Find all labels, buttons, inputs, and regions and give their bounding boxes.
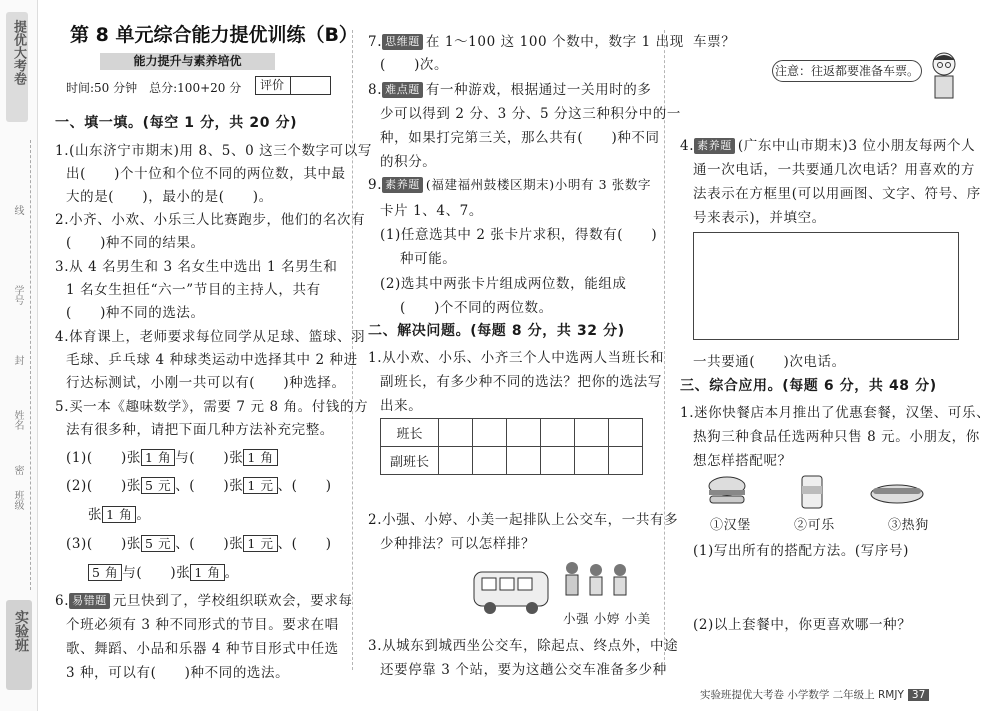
payment-row: (1)( )张 1 角 与( )张 1 角 xyxy=(66,446,278,466)
hotdog-icon xyxy=(871,485,923,503)
strip-label: 线 xyxy=(12,205,23,215)
strip-label: 学号 xyxy=(12,285,23,305)
row-header: 班长 xyxy=(381,419,439,447)
tag-badge: 思维题 xyxy=(382,34,423,50)
question-line: 2.小强、小婷、小美一起排队上公交车，一共有多 xyxy=(368,512,679,528)
table-row xyxy=(381,447,643,475)
row-header: 副班长 xyxy=(381,447,439,475)
illustration-caption: 小强 小婷 小美 xyxy=(563,611,651,626)
question-line: 号来表示)，并填空。 xyxy=(693,210,826,226)
question-line: 少种排法？可以怎样排？ xyxy=(380,536,536,552)
strip-label: 密 xyxy=(12,465,23,475)
question-line: ( )种不同的结果。 xyxy=(66,235,205,251)
question-line: 4.体育课上，老师要求每位同学从足球、篮球、羽 xyxy=(55,329,366,345)
section-heading: 一、填一填。(每空 1 分，共 20 分) xyxy=(55,115,298,131)
question-line: 4. 素养题 (广东中山市期末)3 位小朋友每两个人 xyxy=(680,138,976,154)
question-line: 的积分。 xyxy=(380,154,437,170)
food-label: ①汉堡 xyxy=(710,518,751,533)
question-line: 3.从城东到城西坐公交车，除起点、终点外，中途 xyxy=(368,638,679,654)
question-line: (1)写出所有的搭配方法。(写序号) xyxy=(693,543,909,559)
food-illustrations xyxy=(702,472,952,512)
question-line: 1.迷你快餐店本月推出了优惠套餐，汉堡、可乐、 xyxy=(680,405,991,421)
section-heading: 二、解决问题。(每题 8 分，共 32 分) xyxy=(368,323,625,339)
question-line: 行达标测试，小刚一共可以有( )种选择。 xyxy=(66,375,346,391)
time-score-info: 时间:50 分钟 总分:100+20 分 xyxy=(66,81,242,95)
answer-table xyxy=(380,418,643,475)
page-footer: 实验班提优大考卷 小学数学 二年级上 RMJY 37 xyxy=(700,687,929,702)
question-line: ( )次。 xyxy=(380,57,449,73)
question-line: ( )种不同的选法。 xyxy=(66,305,205,321)
food-label: ②可乐 xyxy=(794,518,835,533)
boy-illustration xyxy=(926,50,962,100)
question-line: 歌、舞蹈、小品和乐器 4 种节目形式中任选 xyxy=(66,641,339,657)
payment-row: 张 1 角 。 xyxy=(88,507,151,523)
column-divider xyxy=(664,30,665,670)
cola-icon xyxy=(802,476,822,508)
question-line: (1)任意选其中 2 张卡片求积，得数有( ) xyxy=(380,227,658,243)
question-line: 9. 素养题 (福建福州鼓楼区期末)小明有 3 张数字 xyxy=(368,177,652,193)
question-line: 热狗三种食品任选两种只售 8 元。小朋友，你 xyxy=(693,429,980,445)
question-line: ( )个不同的两位数。 xyxy=(400,300,553,316)
question-line: 种，如果打完第三关，那么共有( )种不同 xyxy=(380,130,660,146)
food-label: ③热狗 xyxy=(888,518,929,533)
question-line: 通一次电话，一共要通几次电话？用喜欢的方 xyxy=(693,162,975,178)
drawing-area[interactable] xyxy=(693,232,959,340)
tag-badge: 易错题 xyxy=(69,593,110,609)
brand-label: 提优大考卷 xyxy=(6,12,28,122)
question-line: (2)选其中两张卡片组成两位数，能组成 xyxy=(380,276,627,292)
question-line: 1.(山东济宁市期末)用 8、5、0 这三个数字可以写 xyxy=(55,143,372,159)
question-line: 3.从 4 名男生和 3 名女生中选出 1 名男生和 xyxy=(55,259,338,275)
question-line: 2.小齐、小欢、小乐三人比赛跑步，他们的名次有 xyxy=(55,212,366,228)
question-line: 一共要通( )次电话。 xyxy=(693,354,846,370)
payment-row: (2)( )张 5 元 、( )张 1 元 、( ) xyxy=(66,478,332,494)
question-line: 5.买一本《趣味数学》，需要 7 元 8 角。付钱的方 xyxy=(55,399,369,415)
cut-line xyxy=(30,140,31,590)
strip-label: 封 xyxy=(12,355,23,365)
question-line: 还要停靠 3 个站，要为这趟公交车准备多少种 xyxy=(380,662,667,678)
question-line: 个班必须有 3 种不同形式的节目。要求在唱 xyxy=(66,617,339,633)
question-line: 3 种，可以有( )种不同的选法。 xyxy=(66,665,290,681)
payment-row: (3)( )张 5 元 、( )张 1 元 、( ) xyxy=(66,536,332,552)
question-line: 毛球、乒乓球 4 种球类运动中选择其中 2 种进 xyxy=(66,352,358,368)
score-box[interactable]: 评价 xyxy=(255,76,331,95)
question-line: 车票？ xyxy=(693,34,736,50)
question-line: 想怎样搭配呢？ xyxy=(693,453,792,469)
page-number: 37 xyxy=(908,689,929,701)
note-bubble: 注意：往返都要准备车票。 xyxy=(772,60,922,82)
question-line: 种可能。 xyxy=(400,251,457,267)
payment-row: 5 角 与( )张 1 角 。 xyxy=(88,561,239,581)
question-line: 大的是( )，最小的是( )。 xyxy=(66,189,273,205)
question-line: 1 名女生担任“六一”节目的主持人，共有 xyxy=(66,282,321,298)
question-line: 法有很多种，请把下面几种方法补充完整。 xyxy=(66,422,334,438)
seal-badge: 实验班 xyxy=(6,600,32,690)
question-line: (2)以上套餐中，你更喜欢哪一种？ xyxy=(693,617,912,633)
question-line: 卡片 1、4、7。 xyxy=(380,203,483,219)
question-line: 7. 思维题 在 1～100 这 100 个数中，数字 1 出现 xyxy=(368,34,684,50)
question-line: 6. 易错题 元旦快到了，学校组织联欢会，要求每 xyxy=(55,593,353,609)
section-heading: 三、综合应用。(每题 6 分，共 48 分) xyxy=(680,378,937,394)
strip-label: 姓名 xyxy=(12,410,23,430)
question-line: 出来。 xyxy=(380,398,423,414)
question-line: 法表示在方框里(可以用画图、文字、符号、序 xyxy=(693,186,981,202)
question-line: 副班长，有多少种不同的选法？把你的选法写 xyxy=(380,374,662,390)
tag-badge: 素养题 xyxy=(694,138,735,154)
table-row xyxy=(381,419,643,447)
strip-label: 班级 xyxy=(12,490,23,510)
question-line: 出( )个十位和个位不同的两位数，其中最 xyxy=(66,166,346,182)
question-line: 1.从小欢、小乐、小齐三个人中选两人当班长和 xyxy=(368,350,665,366)
binding-strip xyxy=(0,0,38,711)
page-subtitle: 能力提升与素养培优 xyxy=(100,53,275,70)
question-line: 8. 难点题 有一种游戏，根据通过一关用时的多 xyxy=(368,82,652,98)
tag-badge: 难点题 xyxy=(382,82,423,98)
page-title: 第 8 单元综合能力提优训练（B） xyxy=(70,24,358,46)
hamburger-icon xyxy=(709,477,745,503)
tag-badge: 素养题 xyxy=(382,177,423,193)
question-line: 少可以得到 2 分、3 分、5 分这三种积分中的一 xyxy=(380,106,681,122)
